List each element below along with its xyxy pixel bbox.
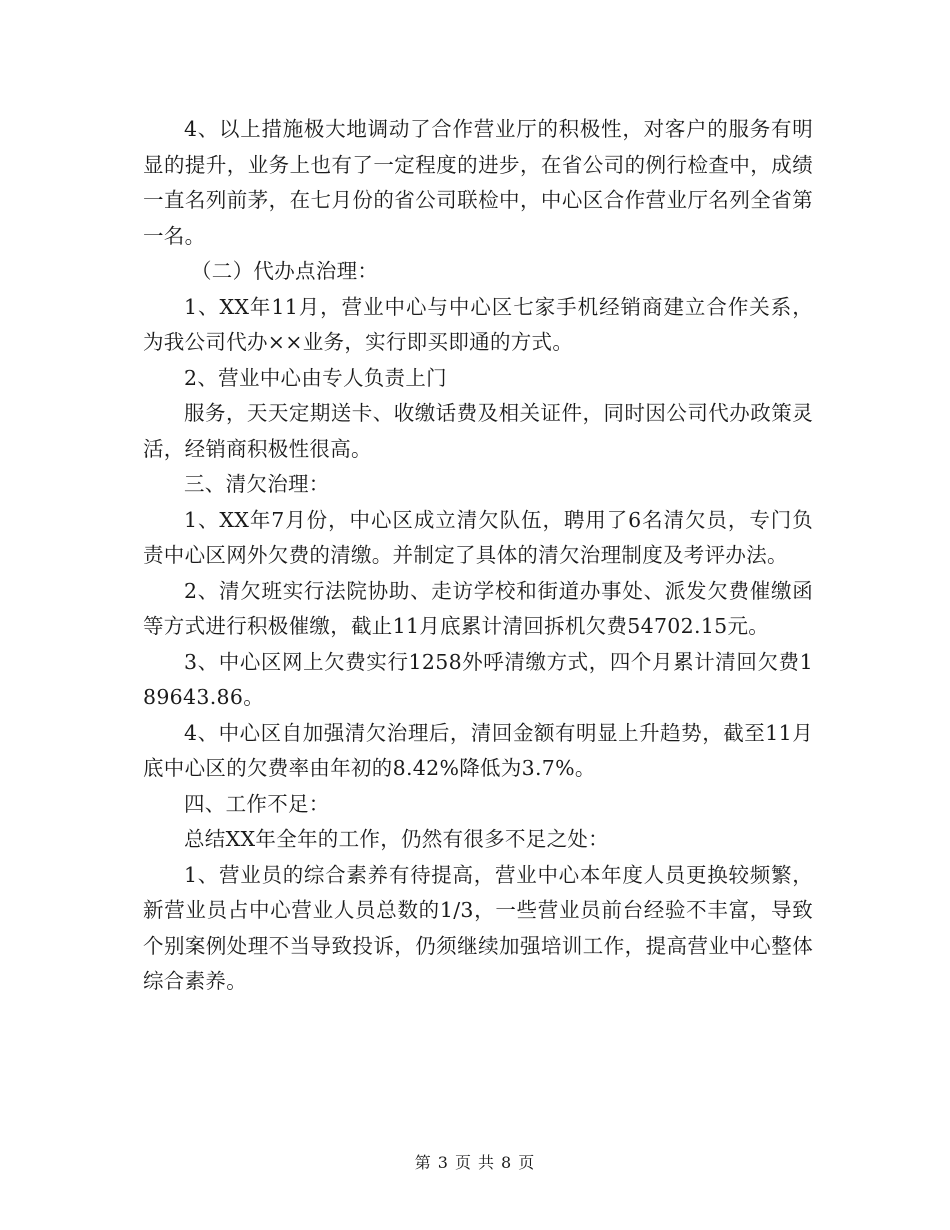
page-label-suffix: 页 [518, 1153, 536, 1172]
paragraph-summary: 总结XX年全年的工作，仍然有很多不足之处： [184, 827, 609, 851]
paragraph-arrears-3: 3、中心区网上欠费实行1258外呼清缴方式，四个月累计清回欠费189643.86。 [143, 649, 813, 709]
total-pages-number: 8 [501, 1153, 513, 1172]
paragraph-shortcoming-1: 1、营业员的综合素养有待提高，营业中心本年度人员更换较频繁，新营业员占中心营业人员总数的1/3，一些营业员前台经验不丰富，导致个别案例处理不当导致投诉，仍须继续加强培训工作，提高营业中心整体综合素养。 [143, 862, 813, 993]
section-heading-arrears: 三、清欠治理： [184, 472, 330, 496]
section-heading-shortcomings: 四、工作不足： [184, 791, 330, 816]
paragraph-arrears-2: 2、清欠班实行法院协助、走访学校和街道办事处、派发欠费催缴函等方式进行积极催缴，截止11月底累计清回拆机欠费54702.15元。 [143, 578, 813, 638]
paragraph-1: 4、以上措施极大地调动了合作营业厅的积极性，对客户的服务有明显的提升，业务上也有了一定程度的进步，在省公司的例行检查中，成绩一直名列前茅，在七月份的省公司联检中，中心区合作营业厅名列全省第一名。 [143, 117, 813, 248]
page-footer [0, 1150, 950, 1173]
paragraph-agency-2-cont: 服务，天天定期送卡、收缴话费及相关证件，同时因公司代办政策灵活，经销商积极性很高。 [143, 401, 813, 461]
section-heading-agency: （二）代办点治理： [191, 259, 379, 283]
paragraph-agency-2: 2、营业中心由专人负责上门 [184, 365, 447, 390]
current-page-number: 3 [437, 1153, 449, 1172]
document-body [143, 112, 813, 1000]
paragraph-arrears-1: 1、XX年7月份，中心区成立清欠队伍，聘用了6名清欠员，专门负责中心区网外欠费的清缴。并制定了具体的清欠治理制度及考评办法。 [143, 507, 813, 567]
paragraph-arrears-4: 4、中心区自加强清欠治理后，清回金额有明显上升趋势，截至11月底中心区的欠费率由年初的8.42%降低为3.7%。 [143, 720, 813, 780]
page-label-mid: 页 共 [454, 1153, 496, 1172]
page-label-prefix: 第 [414, 1153, 432, 1172]
paragraph-agency-1: 1、XX年11月，营业中心与中心区七家手机经销商建立合作关系，为我公司代办××业务，实行即买即通的方式。 [143, 294, 813, 354]
